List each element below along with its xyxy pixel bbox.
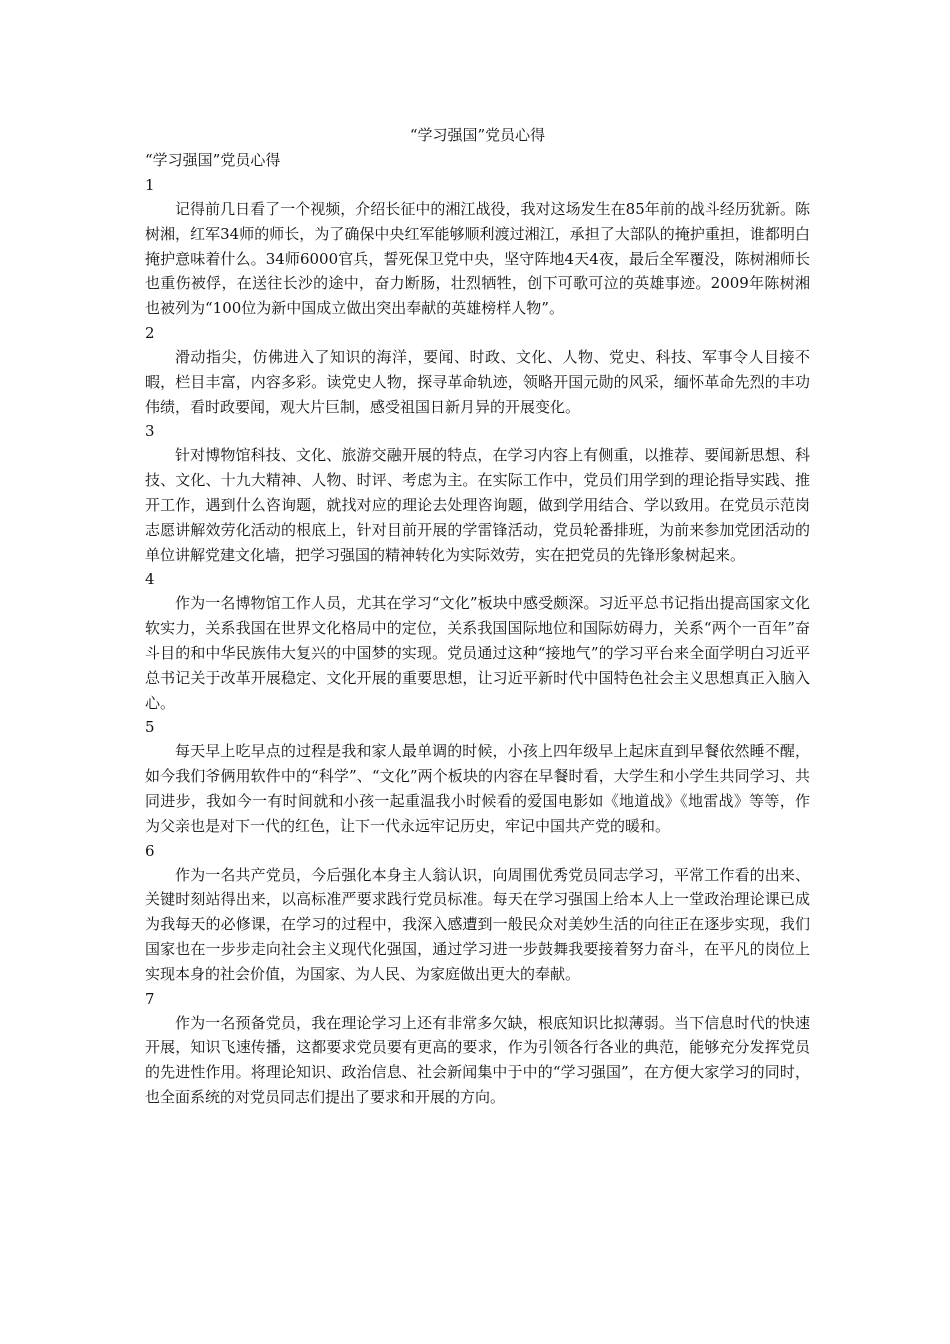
section-3 <box>145 419 810 567</box>
section-6 <box>145 839 810 987</box>
section-paragraph: 滑动指尖，仿佛进入了知识的海洋，要闻、时政、文化、人物、党史、科技、军事令人目接不暇，栏目丰富，内容多彩。读党史人物，探寻革命轨迹，领略开国元勋的风采，缅怀革命先烈的丰功伟绩，看时政要闻，观大片巨制，感受祖国日新月异的开展变化。 <box>145 347 810 416</box>
document-subtitle: “学习强国”党员心得 <box>145 151 281 169</box>
section-paragraph: 每天早上吃早点的过程是我和家人最单调的时候，小孩上四年级早上起床直到早餐依然睡不醒，如今我们爷俩用软件中的“科学”、“文化”两个板块的内容在早餐时看，大学生和小学生共同学习、共同进步，我如今一有时间就和小孩一起重温我小时候看的爱国电影如《地道战》《地雷战》等等，作为父亲也是对下一代的红色，让下一代永远牢记历史，牢记中国共产党的暖和。 <box>145 742 810 835</box>
section-paragraph: 作为一名共产党员，今后强化本身主人翁认识，向周围优秀党员同志学习，平常工作看的出来、关键时刻站得出来，以高标准严要求践行党员标准。每天在学习强国上给本人上一堂政治理论课已成为我每天的必修课，在学习的过程中，我深入感遭到一般民众对美妙生活的向往正在逐步实现，我们国家也在一步步走向社会主义现代化强国，通过学习进一步鼓舞我要接着努力奋斗，在平凡的岗位上实现本身的社会价值，为国家、为人民、为家庭做出更大的奉献。 <box>145 865 810 983</box>
section-paragraph: 作为一名预备党员，我在理论学习上还有非常多欠缺，根底知识比拟薄弱。当下信息时代的快速开展，知识飞速传播，这都要求党员要有更高的要求，作为引领各行各业的典范，能够充分发挥党员的先进性作用。将理论知识、政治信息、社会新闻集中于中的“学习强国”，在方便大家学习的同时，也全面系统的对党员同志们提出了要求和开展的方向。 <box>145 1013 810 1106</box>
section-number: 1 <box>145 176 155 194</box>
section-number: 3 <box>145 422 155 441</box>
section-paragraph: 针对博物馆科技、文化、旅游交融开展的特点，在学习内容上有侧重，以推荐、要闻新思想、科技、文化、十九大精神、人物、时评、考虑为主。在实际工作中，党员们用学到的理论指导实践、推开工作，遇到什么咨询题，就找对应的理论去处理咨询题，做到学用结合、学以致用。在党员示范岗志愿讲解效劳化活动的根底上，针对目前开展的学雷锋活动，党员轮番排班，为前来参加党团活动的单位讲解党建文化墙，把学习强国的精神转化为实际效劳，实在把党员的先锋形象树起来。 <box>145 446 810 564</box>
section-number: 4 <box>145 570 155 589</box>
section-number: 6 <box>145 841 155 860</box>
section-4 <box>145 567 810 715</box>
section-5 <box>145 715 810 838</box>
section-number: 2 <box>145 323 155 342</box>
document-title: “学习强国”党员心得 <box>409 126 546 144</box>
section-number: 5 <box>145 718 155 737</box>
section-paragraph: 作为一名博物馆工作人员，尤其在学习“文化”板块中感受颇深。习近平总书记指出提高国家文化软实力，关系我国在世界文化格局中的定位，关系我国国际地位和国际妨碍力，关系“两个一百年”奋斗目的和中华民族伟大复兴的中国梦的实现。党员通过这种“接地气”的学习平台来全面学明白习近平总书记关于改革开展稳定、文化开展的重要思想，让习近平新时代中国特色社会主义思想真正入脑入心。 <box>145 594 810 712</box>
document-page <box>145 122 810 1110</box>
section-2 <box>145 321 810 419</box>
section-number: 7 <box>145 989 155 1008</box>
section-paragraph: 记得前几日看了一个视频，介绍长征中的湘江战役，我对这场发生在85年前的战斗经历犹新。陈树湘，红军34师的师长，为了确保中央红军能够顺利渡过湘江，承担了大部队的掩护重担，谁都明白掩护意味着什么。34师6000官兵，誓死保卫党中央，坚守阵地4天4夜，最后全军覆没，陈树湘师长也重伤被俘，在送往长沙的途中，奋力断肠，壮烈牺牲，创下可歌可泣的英雄事迹。2009年陈树湘也被列为“100位为新中国成立做出突出奉献的英雄榜样人物”。 <box>145 200 810 318</box>
section-1 <box>145 173 810 321</box>
section-7 <box>145 987 810 1110</box>
